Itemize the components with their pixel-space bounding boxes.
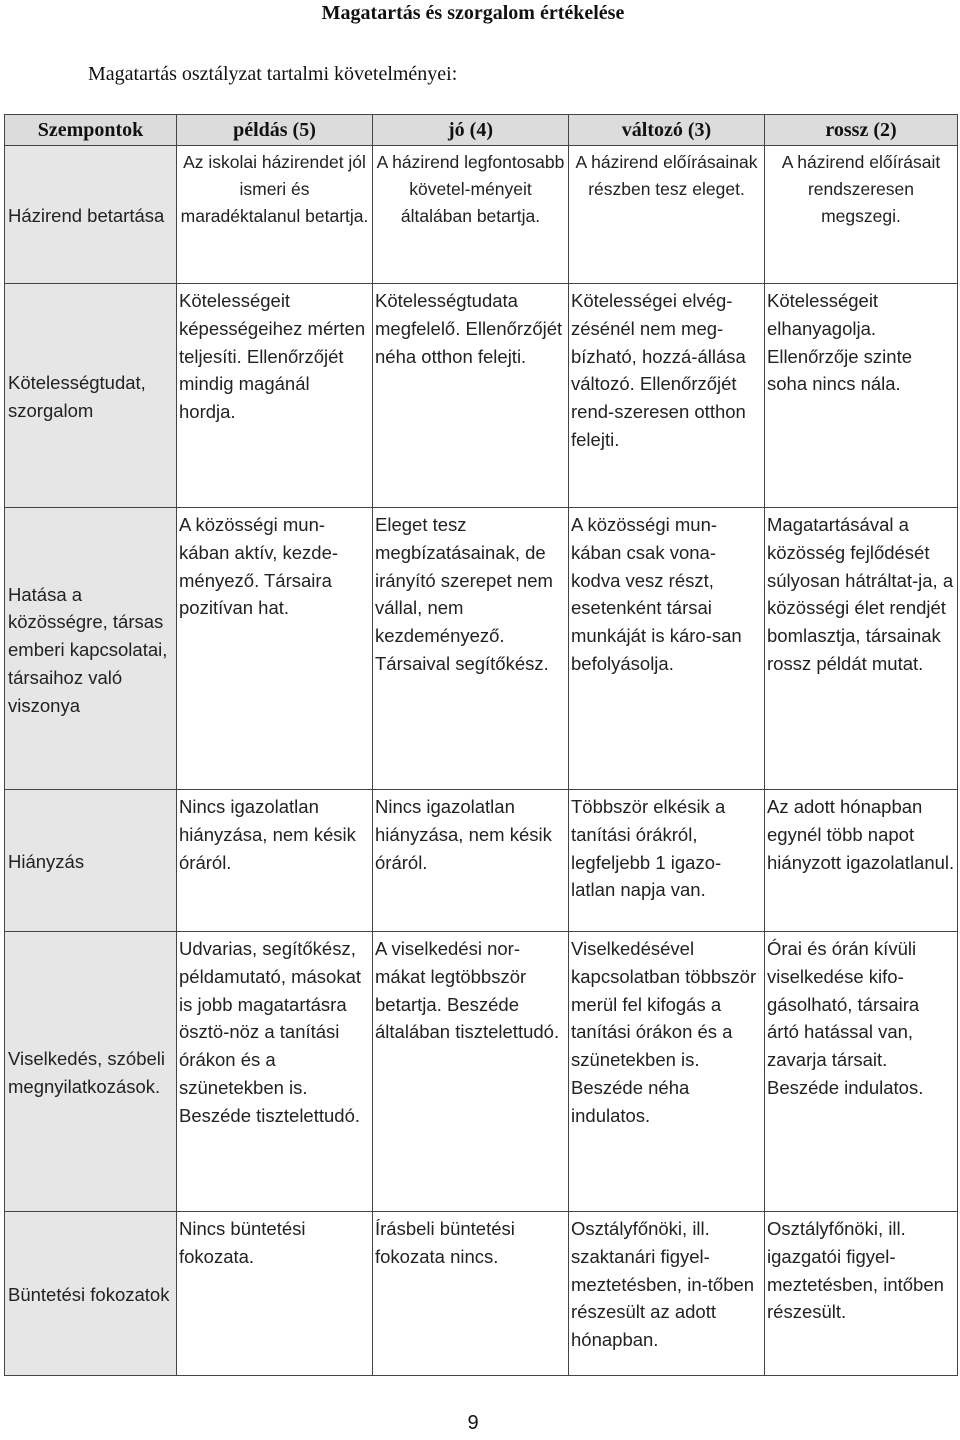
- criterion-cell: Kötelességtudat, szorgalom: [5, 284, 177, 508]
- table-cell: Eleget tesz megbízatásainak, de irányító szerepet nem vállal, nem kezdeményező. Társaival segítőkész.: [373, 508, 569, 790]
- header-criteria: Szempontok: [5, 115, 177, 146]
- table-cell: Kötelességeit képességeihez mérten teljesíti. Ellenőrzőjét mindig magánál hordja.: [177, 284, 373, 508]
- criterion-cell: Viselkedés, szóbeli megnyilatkozások.: [5, 932, 177, 1212]
- table-cell: Udvarias, segítőkész, példamutató, másokat is jobb magatartásra ösztö-nöz a tanítási órákon és a szünetekben is. Beszéde tisztelettudó.: [177, 932, 373, 1212]
- header-exemplary: példás (5): [177, 115, 373, 146]
- table-row: [5, 508, 958, 790]
- table-cell: Írásbeli büntetési fokozata nincs.: [373, 1212, 569, 1376]
- table-cell: Órai és órán kívüli viselkedése kifo-gásolható, társaira ártó hatással van, zavarja társait. Beszéde indulatos.: [765, 932, 958, 1212]
- criterion-cell: Házirend betartása: [5, 146, 177, 284]
- requirements-table: [4, 114, 958, 1376]
- table-row: [5, 932, 958, 1212]
- header-variable: változó (3): [569, 115, 765, 146]
- table-row: [5, 146, 958, 284]
- criterion-cell: Hatása a közösségre, társas emberi kapcsolatai, társaihoz való viszonya: [5, 508, 177, 790]
- table-cell: Viselkedésével kapcsolatban többször merül fel kifogás a tanítási órákon és a szünetekben is. Beszéde néha indulatos.: [569, 932, 765, 1212]
- page-number: 9: [467, 1412, 479, 1434]
- table-cell: Nincs igazolatlan hiányzása, nem késik óráról.: [373, 790, 569, 932]
- table-header-row: [5, 115, 958, 146]
- table-cell: A viselkedési nor-mákat legtöbbször betartja. Beszéde általában tisztelettudó.: [373, 932, 569, 1212]
- table-cell: Magatartásával a közösség fejlődését súlyosan hátráltat-ja, a közösségi élet rendjét bomlasztja, társainak rossz példát mutat.: [765, 508, 958, 790]
- table-cell: Kötelességeit elhanyagolja. Ellenőrzője szinte soha nincs nála.: [765, 284, 958, 508]
- header-bad: rossz (2): [765, 115, 958, 146]
- table-cell: A házirend előírásainak részben tesz eleget.: [569, 146, 765, 284]
- table-cell: Nincs igazolatlan hiányzása, nem késik óráról.: [177, 790, 373, 932]
- table-cell: A házirend előírásait rendszeresen megszegi.: [765, 146, 958, 284]
- table-cell: Osztályfőnöki, ill. igazgatói figyel-meztetésben, intőben részesült.: [765, 1212, 958, 1376]
- table-cell: Többször elkésik a tanítási órákról, legfeljebb 1 igazo-latlan napja van.: [569, 790, 765, 932]
- table-cell: A közösségi mun-kában csak vona-kodva vesz részt, esetenként társai munkáját is káro-san befolyásolja.: [569, 508, 765, 790]
- table-cell: Kötelességtudata megfelelő. Ellenőrzőjét néha otthon felejti.: [373, 284, 569, 508]
- table-cell: Kötelességei elvég-zésénél nem meg-bízható, hozzá-állása változó. Ellenőrzőjét rend-szeresen otthon felejti.: [569, 284, 765, 508]
- criterion-cell: Hiányzás: [5, 790, 177, 932]
- table-cell: Nincs büntetési fokozata.: [177, 1212, 373, 1376]
- table-cell: Osztályfőnöki, ill. szaktanári figyel-meztetésben, in-tőben részesült az adott hónapban.: [569, 1212, 765, 1376]
- criterion-cell: Büntetési fokozatok: [5, 1212, 177, 1376]
- table-row: [5, 790, 958, 932]
- table-cell: Az iskolai házirendet jól ismeri és maradéktalanul betartja.: [177, 146, 373, 284]
- page-title: Magatartás és szorgalom értékelése: [321, 2, 625, 24]
- table-cell: Az adott hónapban egynél több napot hiányzott igazolatlanul.: [765, 790, 958, 932]
- header-good: jó (4): [373, 115, 569, 146]
- table-cell: A közösségi mun-kában aktív, kezde-ményező. Társaira pozitívan hat.: [177, 508, 373, 790]
- page-subtitle: Magatartás osztályzat tartalmi követelményei:: [88, 63, 458, 85]
- table-row: [5, 1212, 958, 1376]
- table-cell: A házirend legfontosabb követel-ményeit általában betartja.: [373, 146, 569, 284]
- table-row: [5, 284, 958, 508]
